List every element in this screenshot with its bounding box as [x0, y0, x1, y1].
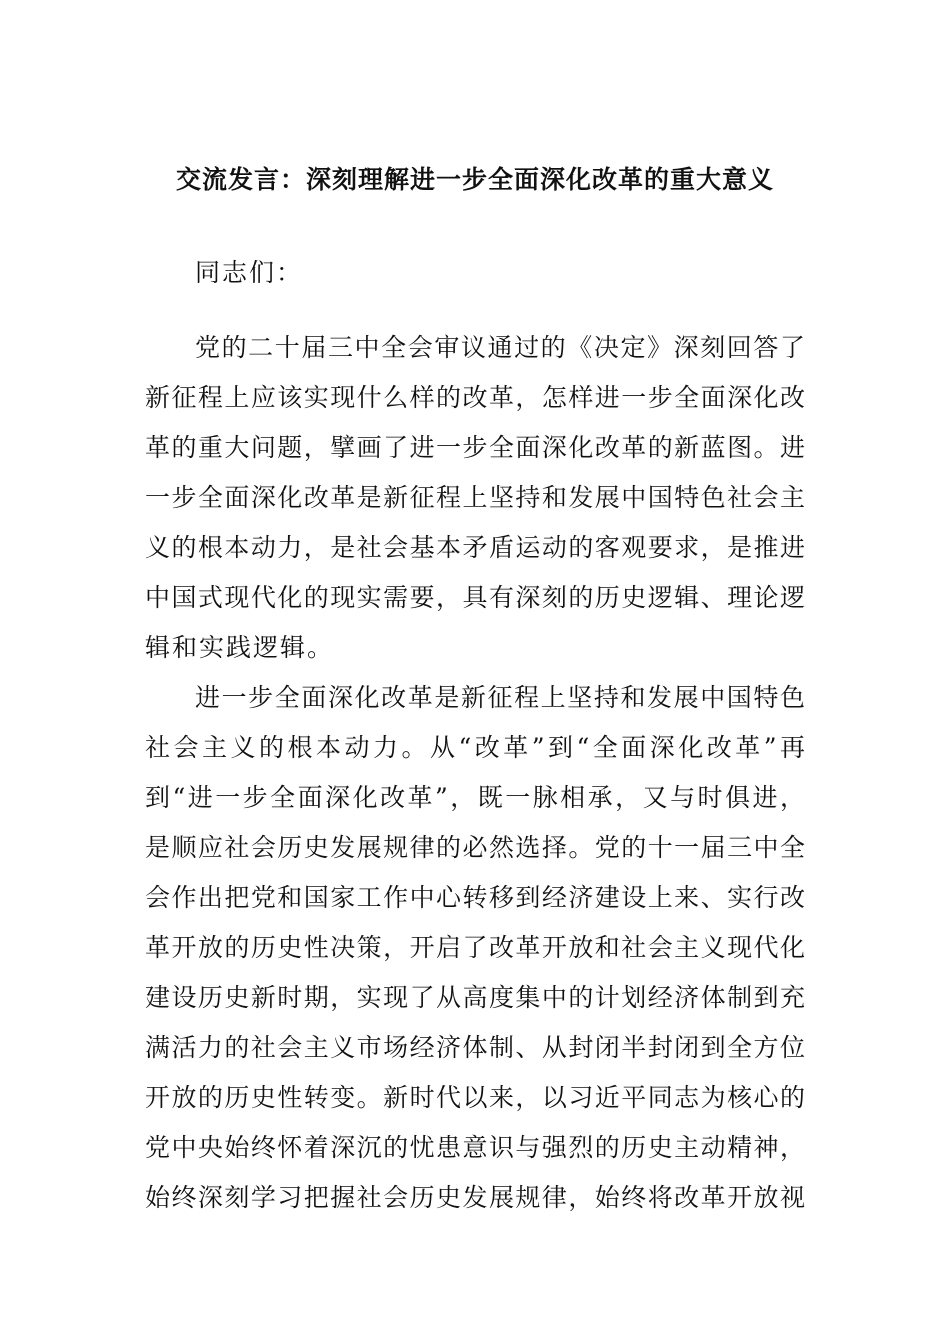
- paragraph-line: 社会主义的根本动力。从“改革”到“全面深化改革”再: [145, 733, 805, 762]
- paragraph-line: 辑和实践逻辑。: [145, 633, 335, 662]
- paragraph-line: 新征程上应该实现什么样的改革，怎样进一步全面深化改: [145, 383, 805, 412]
- paragraph-line: 是顺应社会历史发展规律的必然选择。党的十一届三中全: [145, 833, 805, 862]
- paragraph-line: 建设历史新时期，实现了从高度集中的计划经济体制到充: [145, 983, 805, 1012]
- paragraph-line: 党中央始终怀着深沉的忧患意识与强烈的历史主动精神，: [145, 1133, 805, 1162]
- paragraph-line: 始终深刻学习把握社会历史发展规律，始终将改革开放视: [145, 1183, 805, 1212]
- greeting: 同志们：: [195, 258, 304, 287]
- paragraph-line: 一步全面深化改革是新征程上坚持和发展中国特色社会主: [145, 483, 805, 512]
- paragraph-line: 革开放的历史性决策，开启了改革开放和社会主义现代化: [145, 933, 805, 962]
- paragraph-line: 革的重大问题，擘画了进一步全面深化改革的新蓝图。进: [145, 433, 805, 462]
- paragraph-line: 到“进一步全面深化改革”，既一脉相承，又与时俱进，: [145, 783, 805, 812]
- paragraph-line: 中国式现代化的现实需要，具有深刻的历史逻辑、理论逻: [145, 583, 805, 612]
- paragraph-line: 满活力的社会主义市场经济体制、从封闭半封闭到全方位: [145, 1033, 805, 1062]
- paragraph-line: 义的根本动力，是社会基本矛盾运动的客观要求，是推进: [145, 533, 805, 562]
- paragraph-line: 开放的历史性转变。新时代以来，以习近平同志为核心的: [145, 1083, 805, 1112]
- paragraph-line: 进一步全面深化改革是新征程上坚持和发展中国特色: [195, 683, 805, 712]
- document-title: 交流发言：深刻理解进一步全面深化改革的重大意义: [175, 165, 774, 194]
- paragraph-line: 党的二十届三中全会审议通过的《决定》深刻回答了: [195, 333, 805, 362]
- paragraph-line: 会作出把党和国家工作中心转移到经济建设上来、实行改: [145, 883, 805, 912]
